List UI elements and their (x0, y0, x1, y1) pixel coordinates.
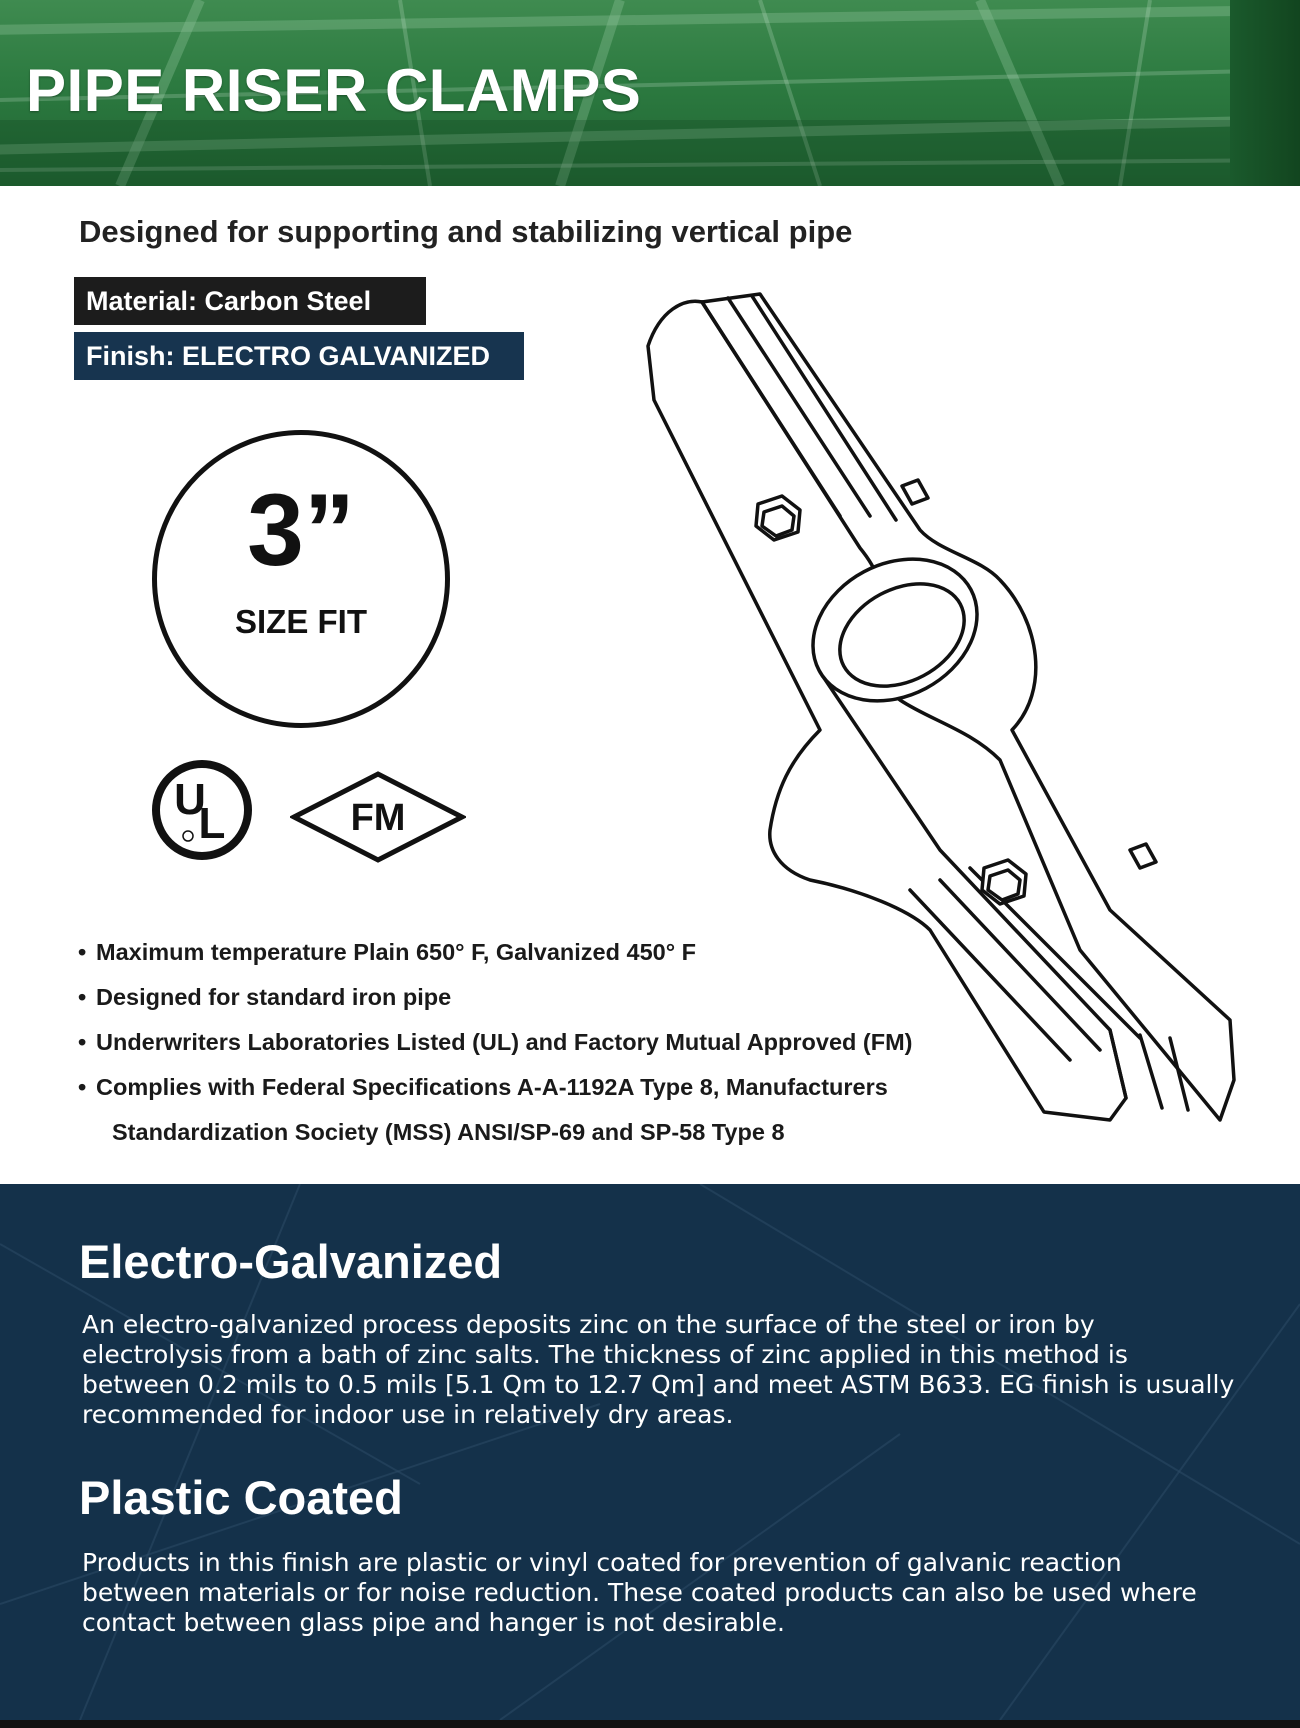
bullet-icon: • (78, 939, 87, 965)
product-subtitle: Designed for supporting and stabilizing vertical pipe (79, 214, 853, 249)
feature-item-continuation: Standardization Society (MSS) ANSI/SP-69 and SP-58 Type 8 (112, 1119, 785, 1145)
footer-bar (0, 1720, 1300, 1728)
electro-galvanized-description: An electro-galvanized process deposits zinc on the surface of the steel or iron by electrolysis from a bath of zinc salts. The thickness of zinc applied in this method is between 0.2 mils to 0.5 mils [5.1 Qm to 12.7 Qm] and meet ASTM B633. EG finish is usually recommended for indoor use in relatively dry areas. (82, 1310, 1235, 1429)
ul-letter-u: UL (174, 775, 226, 848)
feature-item: • Maximum temperature Plain 650° F, Galvanized 450° F (78, 930, 998, 975)
feature-item: • Underwriters Laboratories Listed (UL) and Factory Mutual Approved (FM) (78, 1020, 998, 1065)
electro-galvanized-heading: Electro-Galvanized (79, 1235, 503, 1288)
feature-item: • Designed for standard iron pipe (78, 975, 998, 1020)
size-value: 3” (247, 473, 355, 587)
size-label: SIZE FIT (235, 603, 367, 640)
fm-letters: FM (350, 797, 406, 839)
ul-listed-icon (150, 758, 254, 862)
header-right-strip (1230, 0, 1300, 186)
feature-list (78, 930, 998, 1155)
size-fit-badge (152, 430, 450, 728)
finish-tag: Finish: ELECTRO GALVANIZED (74, 332, 524, 380)
material-tag: Material: Carbon Steel (74, 277, 426, 325)
bullet-icon: • (78, 1074, 87, 1100)
plastic-coated-description: Products in this finish are plastic or vinyl coated for prevention of galvanic reaction between materials or for noise reduction. These coated products can also be used where contact between glass pipe and hanger is not desirable. (82, 1548, 1197, 1637)
page-title: PIPE RISER CLAMPS (26, 57, 642, 124)
plastic-coated-heading: Plastic Coated (79, 1471, 403, 1524)
bullet-icon: • (78, 984, 87, 1010)
bullet-icon: • (78, 1029, 87, 1055)
fm-approved-icon (290, 770, 466, 864)
header-banner (0, 0, 1300, 186)
finish-info-panel (0, 1184, 1300, 1720)
feature-item: • Complies with Federal Specifications A-A-1192A Type 8, Manufacturers (78, 1065, 998, 1110)
